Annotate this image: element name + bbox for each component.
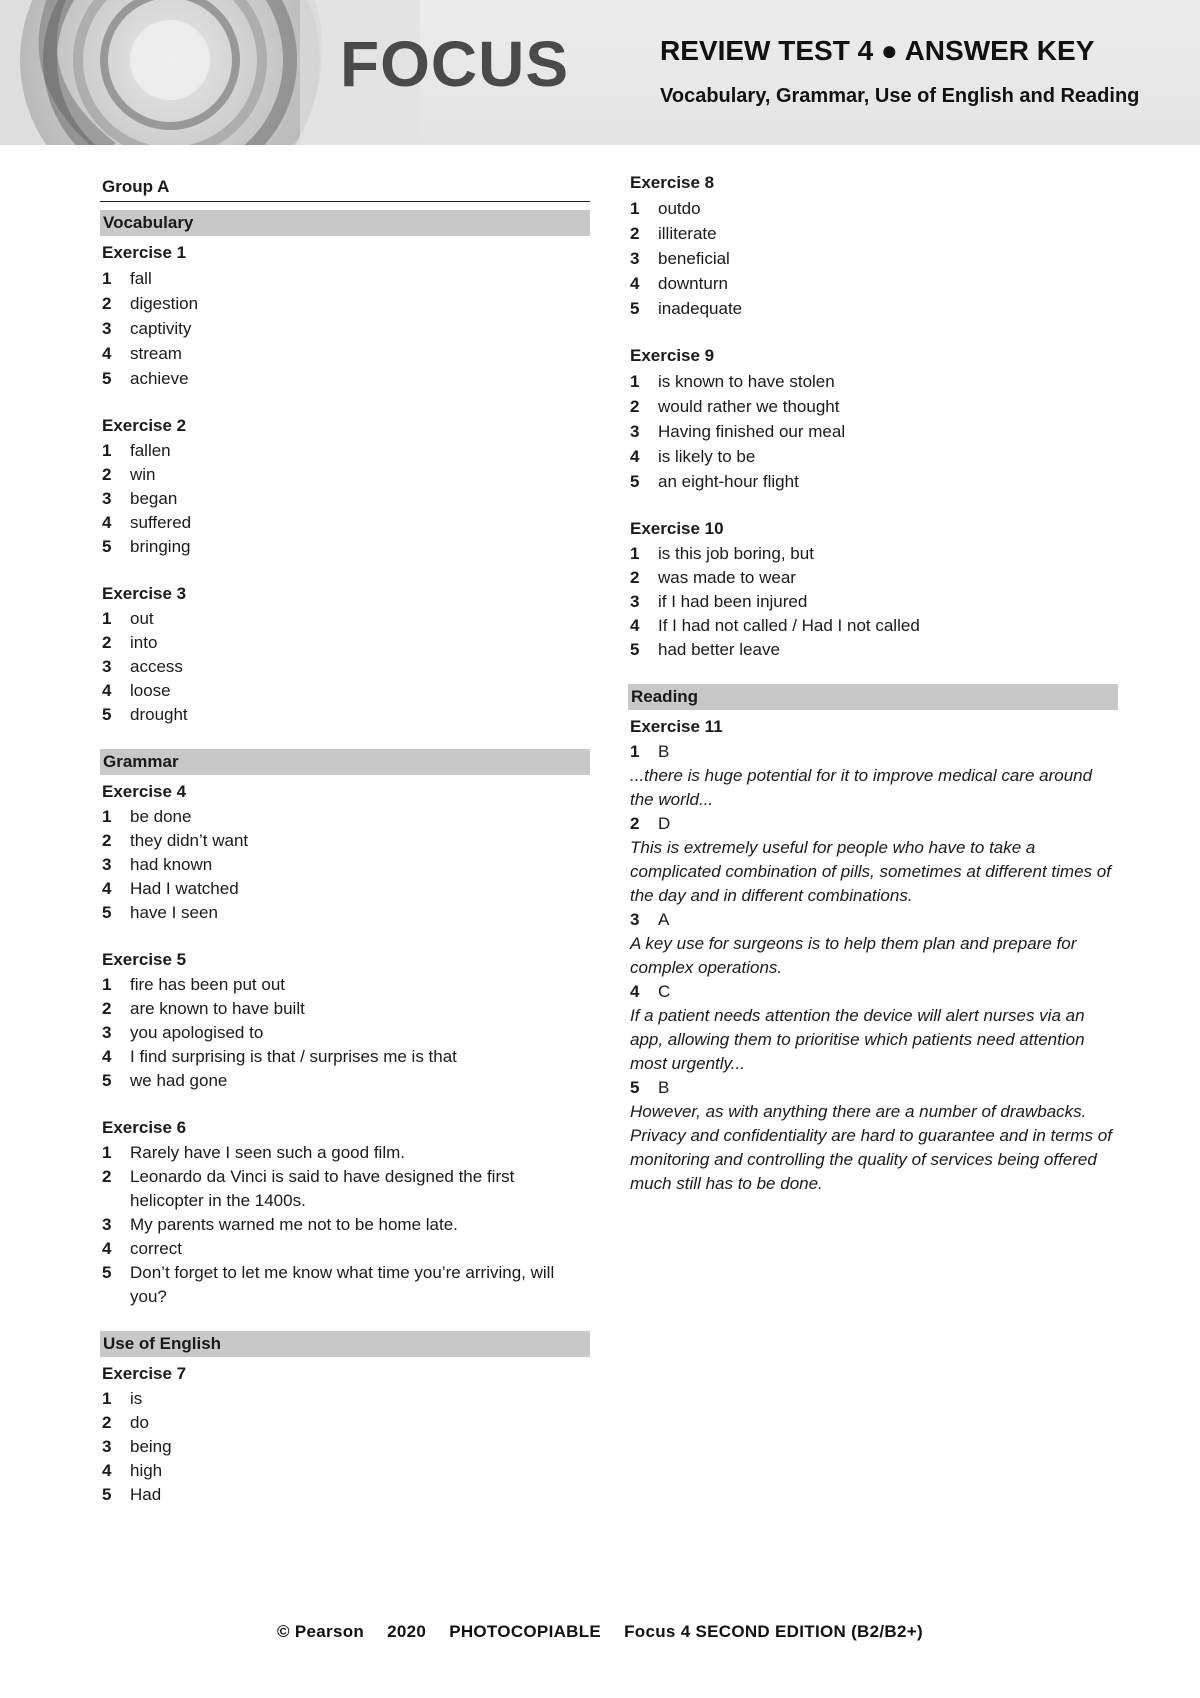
answer-item: 1 Rarely have I seen such a good film. [102, 1143, 405, 1162]
right-column [628, 170, 1118, 1196]
exercise-title: Exercise 7 [102, 1364, 187, 1383]
section-use-of-english: Use of English [100, 1331, 590, 1357]
answer-item: 3 A [630, 910, 670, 929]
answer-item: 5 have I seen [102, 903, 218, 922]
answer-item: 5 had better leave [630, 640, 780, 659]
answer-item: 1 be done [102, 807, 192, 826]
answer-item: 4 C [630, 982, 671, 1001]
answer-item: 2 Leonardo da Vinci is said to have designed the first helicopter in the 1400s. [102, 1167, 515, 1210]
answer-item: 4 is likely to be [630, 447, 756, 466]
answer-item: 3 beneficial [630, 249, 730, 268]
answer-item: 2 they didn’t want [102, 831, 249, 850]
answer-item: 1 is [102, 1389, 143, 1408]
page-header [0, 0, 1200, 145]
answer-item: 1 fall [102, 269, 152, 288]
exercise-title: Exercise 4 [102, 782, 187, 801]
page-title: REVIEW TEST 4 ● ANSWER KEY [660, 35, 1095, 66]
exercise-title: Exercise 11 [630, 717, 723, 736]
exercise-title: Exercise 1 [102, 243, 187, 262]
exercise-title: Exercise 5 [102, 950, 187, 969]
answer-item: 2 do [102, 1413, 149, 1432]
answer-item: 4 high [102, 1461, 163, 1480]
answer-item: 4 Had I watched [102, 879, 239, 898]
answer-item: 3 had known [102, 855, 213, 874]
answer-item: 2 illiterate [630, 224, 717, 243]
answer-item: 4 If I had not called / Had I not called [630, 616, 920, 635]
answer-item: 3 captivity [102, 319, 192, 338]
answer-item: 1 fallen [102, 441, 171, 460]
section-grammar: Grammar [100, 749, 590, 775]
answer-item: 3 began [102, 489, 178, 508]
answer-item: 3 Having finished our meal [630, 422, 846, 441]
answer-item: 2 into [102, 633, 158, 652]
answer-item: 5 we had gone [102, 1071, 228, 1090]
focus-logo: FOCUS [340, 28, 569, 100]
section-vocabulary: Vocabulary [100, 210, 590, 236]
answer-item: 2 win [102, 465, 156, 484]
answer-item: 4 correct [102, 1239, 182, 1258]
answer-item: 4 downturn [630, 274, 728, 293]
answer-item: 1 is known to have stolen [630, 372, 835, 391]
group-heading: Group A [100, 175, 590, 202]
page-footer [0, 1622, 1200, 1642]
reading-evidence-quote: ...there is huge potential for it to improve medical care around the world... [630, 766, 1093, 809]
answer-item: 4 suffered [102, 513, 192, 532]
reading-evidence-quote: This is extremely useful for people who have to take a complicated combination of pills, sometimes at different times of the day and in different combinations. [630, 838, 1111, 905]
exercise-title: Exercise 2 [102, 416, 187, 435]
answer-item: 2 are known to have built [102, 999, 305, 1018]
answer-item: 2 was made to wear [630, 568, 796, 587]
answer-item: 3 access [102, 657, 183, 676]
edition-label: Focus 4 SECOND EDITION (B2/B2+) [624, 1622, 923, 1641]
answer-item: 1 out [102, 609, 154, 628]
answer-item: 5 bringing [102, 537, 191, 556]
reading-evidence-quote: However, as with anything there are a number of drawbacks. Privacy and confidentiality are hard to guarantee and in terms of monitoring and controlling the quality of services being offered much still has to be done. [630, 1102, 1112, 1193]
answer-item: 2 would rather we thought [630, 397, 840, 416]
exercise-title: Exercise 6 [102, 1118, 187, 1137]
exercise-title: Exercise 9 [630, 346, 715, 365]
answer-item: 1 B [630, 742, 670, 761]
answer-item: 5 an eight-hour flight [630, 472, 799, 491]
reading-evidence-quote: If a patient needs attention the device will alert nurses via an app, allowing them to prioritise which patients need attention most urgently... [630, 1006, 1085, 1073]
answer-item: 1 fire has been put out [102, 975, 286, 994]
exercise-title: Exercise 3 [102, 584, 187, 603]
answer-item: 5 Don’t forget to let me know what time you’re arriving, will you? [102, 1263, 555, 1306]
answer-item: 5 drought [102, 705, 188, 724]
answer-item: 5 Had [102, 1485, 162, 1504]
answer-item: 4 loose [102, 681, 171, 700]
answer-item: 4 stream [102, 344, 182, 363]
answer-item: 5 inadequate [630, 299, 743, 318]
answer-item: 5 achieve [102, 369, 189, 388]
answer-item: 3 My parents warned me not to be home late. [102, 1215, 458, 1234]
answer-item: 3 you apologised to [102, 1023, 264, 1042]
year: 2020 [387, 1622, 427, 1641]
answer-item: 3 if I had been injured [630, 592, 808, 611]
photocopiable-label: PHOTOCOPIABLE [449, 1622, 602, 1641]
answer-item: 2 D [630, 814, 671, 833]
answer-item: 3 being [102, 1437, 172, 1456]
answer-item: 1 is this job boring, but [630, 544, 814, 563]
exercise-title: Exercise 8 [630, 173, 715, 192]
left-column [100, 175, 590, 1507]
section-reading: Reading [628, 684, 1118, 710]
copyright: © Pearson [277, 1622, 365, 1641]
reading-evidence-quote: A key use for surgeons is to help them plan and prepare for complex operations. [630, 934, 1077, 977]
exercise-title: Exercise 10 [630, 519, 724, 538]
answer-item: 1 outdo [630, 199, 701, 218]
answer-item: 2 digestion [102, 294, 199, 313]
answer-item: 5 B [630, 1078, 670, 1097]
page-subtitle: Vocabulary, Grammar, Use of English and Reading [660, 85, 1140, 107]
answer-item: 4 I find surprising is that / surprises me is that [102, 1047, 457, 1066]
